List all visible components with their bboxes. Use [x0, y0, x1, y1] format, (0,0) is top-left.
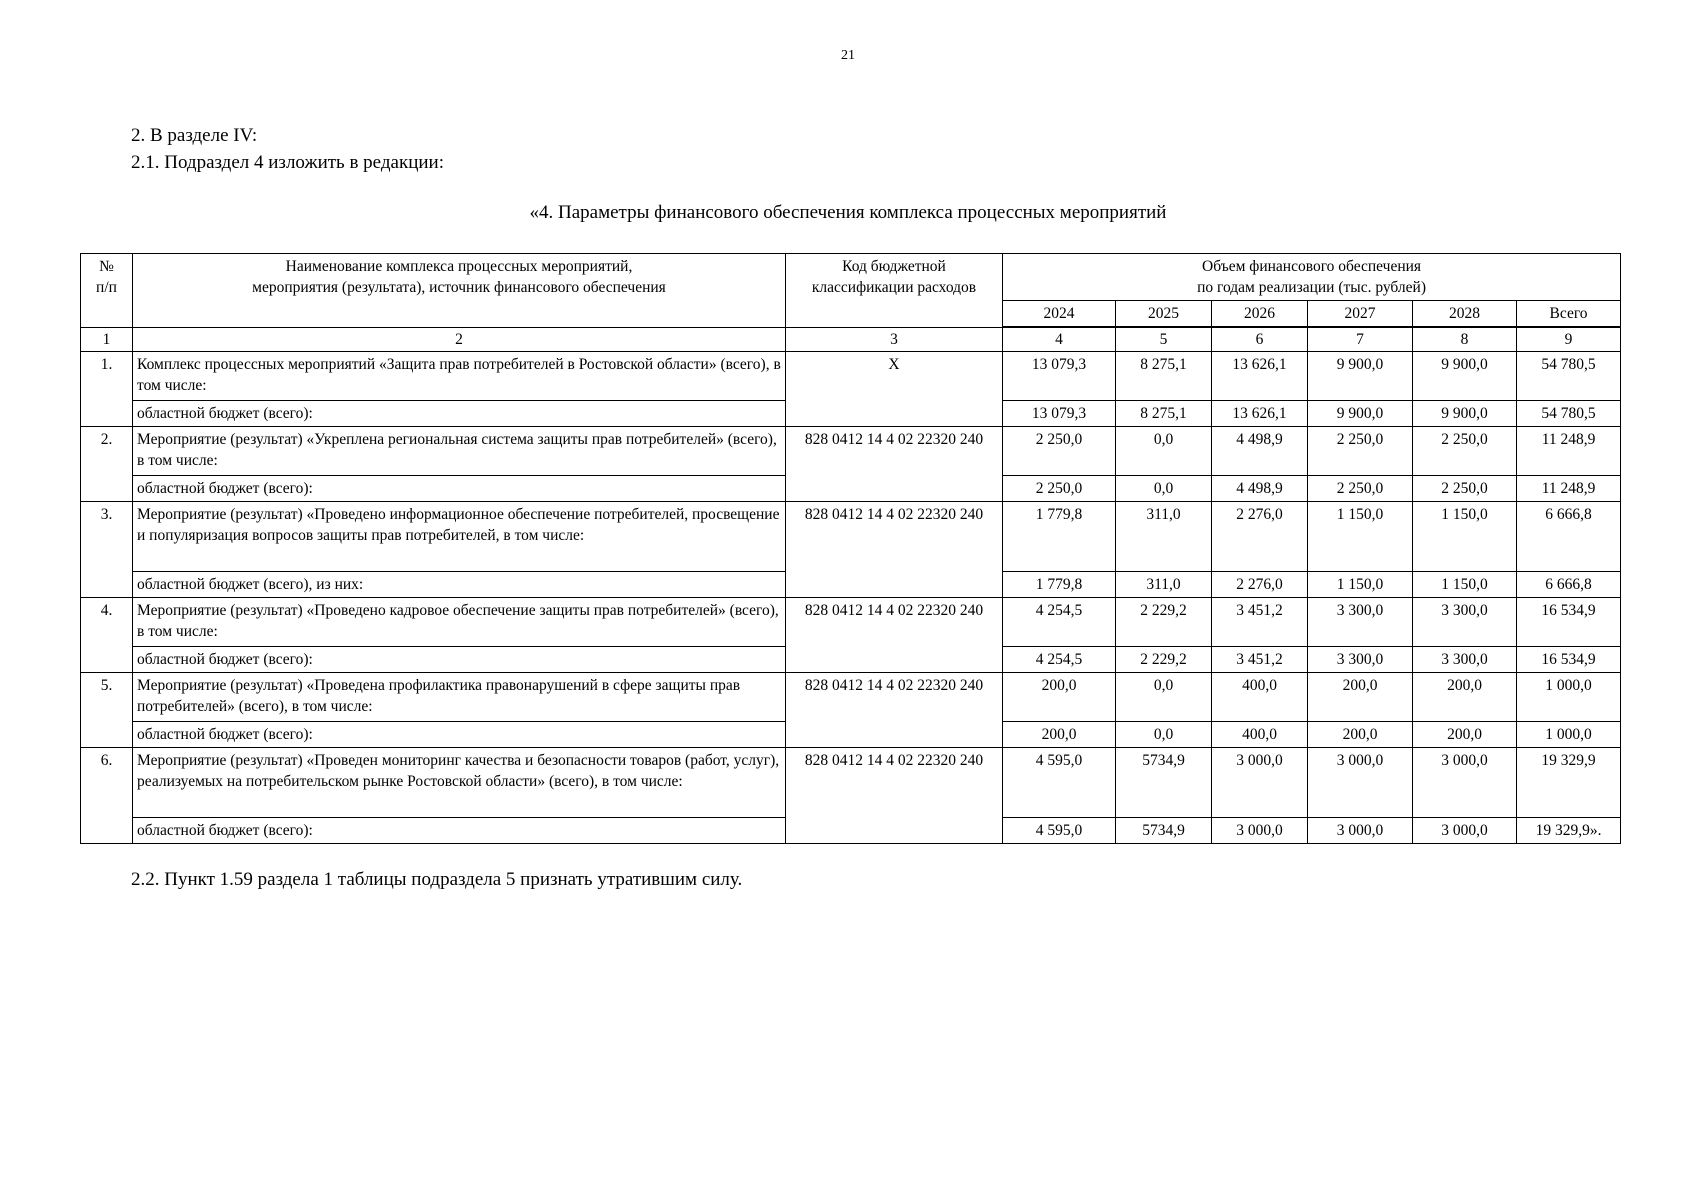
- subrow-value: 3 451,2: [1212, 647, 1308, 673]
- column-number: 3: [786, 327, 1003, 352]
- subrow-name: областной бюджет (всего):: [133, 476, 786, 502]
- header-year-2028: 2028: [1413, 301, 1517, 328]
- subrow-name: областной бюджет (всего):: [133, 722, 786, 748]
- header-num-line2: п/п: [96, 279, 117, 296]
- row-value: 0,0: [1116, 673, 1212, 722]
- subrow-value: 400,0: [1212, 722, 1308, 748]
- row-value: 3 000,0: [1308, 748, 1413, 818]
- row-name: Мероприятие (результат) «Проведена профилактика правонарушений в сфере защиты прав потребителей» (всего), в том числе:: [133, 673, 786, 722]
- row-value: 3 000,0: [1413, 748, 1517, 818]
- financial-parameters-table: [80, 253, 1621, 844]
- subrow-value: 54 780,5: [1517, 401, 1621, 427]
- subrow-value: 0,0: [1116, 722, 1212, 748]
- row-index: 2.: [81, 427, 133, 502]
- header-year-2027: 2027: [1308, 301, 1413, 328]
- row-value: 13 626,1: [1212, 352, 1308, 401]
- row-value: 4 595,0: [1003, 748, 1116, 818]
- row-value: 2 229,2: [1116, 598, 1212, 647]
- subrow-value: 200,0: [1003, 722, 1116, 748]
- subrow-value: 13 626,1: [1212, 401, 1308, 427]
- row-budget-code: 828 0412 14 4 02 22320 240: [786, 427, 1003, 502]
- row-value: 2 250,0: [1308, 427, 1413, 476]
- row-value: 2 250,0: [1003, 427, 1116, 476]
- subrow-value: 1 150,0: [1308, 572, 1413, 598]
- column-number: 6: [1212, 327, 1308, 352]
- row-index: 1.: [81, 352, 133, 427]
- column-number: 8: [1413, 327, 1517, 352]
- header-volume: [1003, 254, 1621, 301]
- row-value: 1 000,0: [1517, 673, 1621, 722]
- row-name: Комплекс процессных мероприятий «Защита прав потребителей в Ростовской области» (всего), в том числе:: [133, 352, 786, 401]
- row-value: 200,0: [1413, 673, 1517, 722]
- page-number: 21: [841, 48, 855, 63]
- row-value: 1 150,0: [1413, 502, 1517, 572]
- table-body: [81, 327, 1621, 844]
- row-value: 19 329,9: [1517, 748, 1621, 818]
- subrow-value: 311,0: [1116, 572, 1212, 598]
- subrow-value: 3 000,0: [1413, 818, 1517, 844]
- subrow-value: 3 300,0: [1308, 647, 1413, 673]
- column-number: 9: [1517, 327, 1621, 352]
- subrow-value: 3 000,0: [1212, 818, 1308, 844]
- header-name: [133, 254, 786, 328]
- subrow-value: 19 329,9».: [1517, 818, 1621, 844]
- row-name: Мероприятие (результат) «Проведено информационное обеспечение потребителей, просвещение и популяризация вопросов защиты прав потребителей, в том числе:: [133, 502, 786, 572]
- row-value: 311,0: [1116, 502, 1212, 572]
- subrow-value: 1 000,0: [1517, 722, 1621, 748]
- table-row: [81, 748, 1621, 818]
- header-code-line2: классификации расходов: [811, 279, 977, 296]
- subrow-value: 5734,9: [1116, 818, 1212, 844]
- subrow-value: 6 666,8: [1517, 572, 1621, 598]
- table-row: [81, 673, 1621, 722]
- table-row: [81, 427, 1621, 476]
- header-num-line1: №: [99, 258, 114, 275]
- column-number: 2: [133, 327, 786, 352]
- header-total: Всего: [1517, 301, 1621, 328]
- row-value: 9 900,0: [1413, 352, 1517, 401]
- row-name: Мероприятие (результат) «Проведено кадровое обеспечение защиты прав потребителей» (всего), в том числе:: [133, 598, 786, 647]
- row-value: 3 000,0: [1212, 748, 1308, 818]
- table-header: [81, 254, 1621, 328]
- row-budget-code: 828 0412 14 4 02 22320 240: [786, 598, 1003, 673]
- column-number: 5: [1116, 327, 1212, 352]
- header-code-line1: Код бюджетной: [842, 258, 946, 275]
- header-volume-line2: по годам реализации (тыс. рублей): [1197, 279, 1426, 296]
- row-value: 8 275,1: [1116, 352, 1212, 401]
- table-row: [81, 502, 1621, 572]
- row-value: 2 276,0: [1212, 502, 1308, 572]
- row-budget-code: X: [786, 352, 1003, 427]
- subrow-value: 1 150,0: [1413, 572, 1517, 598]
- table-row: [81, 598, 1621, 647]
- row-value: 5734,9: [1116, 748, 1212, 818]
- column-number: 7: [1308, 327, 1413, 352]
- row-index: 5.: [81, 673, 133, 748]
- subrow-value: 200,0: [1308, 722, 1413, 748]
- row-value: 200,0: [1003, 673, 1116, 722]
- row-value: 3 300,0: [1413, 598, 1517, 647]
- row-value: 6 666,8: [1517, 502, 1621, 572]
- subrow-value: 4 254,5: [1003, 647, 1116, 673]
- header-name-line1: Наименование комплекса процессных мероприятий,: [285, 258, 633, 275]
- subrow-value: 2 229,2: [1116, 647, 1212, 673]
- subrow-value: 9 900,0: [1308, 401, 1413, 427]
- row-value: 4 254,5: [1003, 598, 1116, 647]
- subrow-value: 9 900,0: [1413, 401, 1517, 427]
- subrow-value: 3 300,0: [1413, 647, 1517, 673]
- row-name: Мероприятие (результат) «Проведен мониторинг качества и безопасности товаров (работ, услуг), реализуемых на потребительском рынке Ростовской области» (всего), в том числе:: [133, 748, 786, 818]
- row-value: 2 250,0: [1413, 427, 1517, 476]
- subrow-value: 2 276,0: [1212, 572, 1308, 598]
- row-value: 200,0: [1308, 673, 1413, 722]
- row-value: 400,0: [1212, 673, 1308, 722]
- row-value: 3 300,0: [1308, 598, 1413, 647]
- row-index: 4.: [81, 598, 133, 673]
- row-value: 3 451,2: [1212, 598, 1308, 647]
- row-value: 54 780,5: [1517, 352, 1621, 401]
- subsection-instruction: 2.1. Подраздел 4 изложить в редакции:: [131, 152, 444, 173]
- row-value: 1 779,8: [1003, 502, 1116, 572]
- column-numbers-row: [81, 327, 1621, 352]
- subrow-value: 13 079,3: [1003, 401, 1116, 427]
- column-number: 4: [1003, 327, 1116, 352]
- subrow-value: 0,0: [1116, 476, 1212, 502]
- subrow-value: 2 250,0: [1003, 476, 1116, 502]
- subrow-value: 16 534,9: [1517, 647, 1621, 673]
- subrow-value: 11 248,9: [1517, 476, 1621, 502]
- subrow-value: 200,0: [1413, 722, 1517, 748]
- header-num: [81, 254, 133, 328]
- subrow-name: областной бюджет (всего):: [133, 401, 786, 427]
- table-row: [81, 352, 1621, 401]
- row-value: 13 079,3: [1003, 352, 1116, 401]
- row-value: 16 534,9: [1517, 598, 1621, 647]
- invalidation-instruction: 2.2. Пункт 1.59 раздела 1 таблицы подраздела 5 признать утратившим силу.: [131, 869, 743, 890]
- subrow-value: 2 250,0: [1308, 476, 1413, 502]
- subrow-value: 8 275,1: [1116, 401, 1212, 427]
- header-year-2026: 2026: [1212, 301, 1308, 328]
- row-value: 11 248,9: [1517, 427, 1621, 476]
- header-year-2024: 2024: [1003, 301, 1116, 328]
- row-value: 9 900,0: [1308, 352, 1413, 401]
- subrow-name: областной бюджет (всего):: [133, 818, 786, 844]
- subrow-value: 1 779,8: [1003, 572, 1116, 598]
- row-value: 4 498,9: [1212, 427, 1308, 476]
- row-value: 1 150,0: [1308, 502, 1413, 572]
- subrow-value: 2 250,0: [1413, 476, 1517, 502]
- header-volume-line1: Объем финансового обеспечения: [1202, 258, 1422, 275]
- header-year-2025: 2025: [1116, 301, 1212, 328]
- row-index: 6.: [81, 748, 133, 844]
- section-instruction: 2. В разделе IV:: [131, 125, 258, 146]
- row-value: 0,0: [1116, 427, 1212, 476]
- column-number: 1: [81, 327, 133, 352]
- table-title: «4. Параметры финансового обеспечения комплекса процессных мероприятий: [529, 202, 1167, 223]
- subrow-value: 4 595,0: [1003, 818, 1116, 844]
- header-code: [786, 254, 1003, 328]
- header-name-line2: мероприятия (результата), источник финансового обеспечения: [252, 279, 666, 296]
- row-name: Мероприятие (результат) «Укреплена региональная система защиты прав потребителей» (всего), в том числе:: [133, 427, 786, 476]
- row-index: 3.: [81, 502, 133, 598]
- row-budget-code: 828 0412 14 4 02 22320 240: [786, 502, 1003, 598]
- subrow-name: областной бюджет (всего):: [133, 647, 786, 673]
- subrow-value: 3 000,0: [1308, 818, 1413, 844]
- row-budget-code: 828 0412 14 4 02 22320 240: [786, 673, 1003, 748]
- subrow-name: областной бюджет (всего), из них:: [133, 572, 786, 598]
- row-budget-code: 828 0412 14 4 02 22320 240: [786, 748, 1003, 844]
- subrow-value: 4 498,9: [1212, 476, 1308, 502]
